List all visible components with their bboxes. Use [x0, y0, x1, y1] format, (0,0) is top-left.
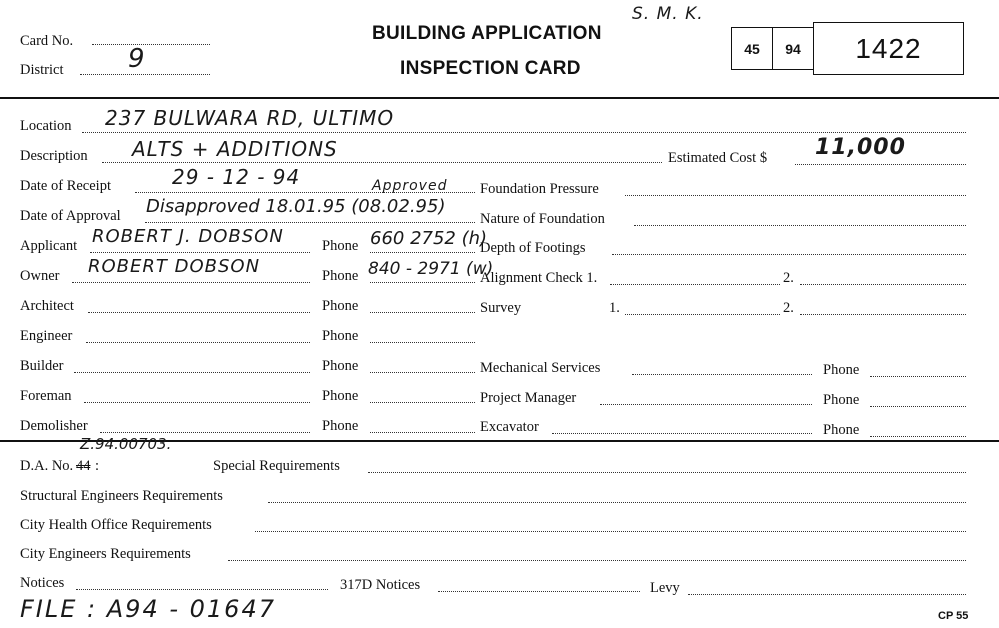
applicant-line: [90, 252, 310, 253]
special-requirements-line: [368, 472, 966, 473]
number-box-b: 94: [772, 27, 814, 70]
alignment-check-label: Alignment Check 1.: [480, 270, 598, 286]
nature-foundation-line: [634, 225, 966, 226]
owner-phone-line: [370, 282, 475, 283]
survey-2-label: 2.: [783, 300, 794, 316]
applicant-phone-label: Phone: [322, 238, 359, 254]
builder-phone-line: [370, 372, 475, 373]
foreman-phone-line: [370, 402, 475, 403]
header-divider: [0, 97, 999, 99]
owner-line: [72, 282, 310, 283]
special-requirements-label: Special Requirements: [213, 458, 340, 474]
form-code: CP 55: [938, 610, 969, 622]
levy-line: [688, 594, 966, 595]
description-label: Description: [20, 148, 88, 164]
da-number-label: D.A. No.: [20, 458, 74, 474]
estimated-cost-value: 11,000: [815, 135, 906, 160]
notices-317d-line: [438, 591, 640, 592]
levy-label: Levy: [650, 580, 680, 596]
foreman-line: [84, 402, 310, 403]
district-value: 9: [128, 44, 146, 74]
survey-1-line: [625, 314, 780, 315]
notices-label: Notices: [20, 575, 65, 591]
city-health-line: [255, 531, 966, 532]
applicant-value: ROBERT J. DOBSON: [92, 226, 284, 247]
excavator-phone-line: [870, 436, 966, 437]
project-manager-phone-label: Phone: [823, 392, 860, 408]
description-value: ALTS + ADDITIONS: [132, 137, 338, 161]
mechanical-services-label: Mechanical Services: [480, 360, 601, 376]
owner-phone-value: 840 - 2971 (w): [368, 259, 494, 279]
excavator-phone-label: Phone: [823, 422, 860, 438]
mechanical-services-line: [632, 374, 812, 375]
da-number-value: Z.94.00703.: [80, 435, 172, 453]
architect-line: [88, 312, 310, 313]
estimated-cost-line: [795, 164, 966, 165]
nature-foundation-label: Nature of Foundation: [480, 211, 605, 227]
form-title-line2: INSPECTION CARD: [400, 58, 581, 79]
card-no-line: [92, 44, 210, 45]
excavator-label: Excavator: [480, 419, 539, 435]
card-number-box: 1422: [813, 22, 964, 75]
alignment-check-1-line: [610, 284, 780, 285]
card-no-label: Card No.: [20, 33, 74, 49]
da-number-struck: 44: [76, 458, 91, 474]
location-value: 237 BULWARA RD, ULTIMO: [105, 106, 395, 130]
estimated-cost-label: Estimated Cost $: [668, 150, 768, 166]
excavator-line: [552, 433, 812, 434]
number-box-a: 45: [731, 27, 773, 70]
demolisher-label: Demolisher: [20, 418, 88, 434]
survey-1-label: 1.: [609, 300, 620, 316]
location-label: Location: [20, 118, 72, 134]
foundation-pressure-label: Foundation Pressure: [480, 181, 599, 197]
builder-phone-label: Phone: [322, 358, 359, 374]
alignment-check-2-label: 2.: [783, 270, 794, 286]
engineer-line: [86, 342, 310, 343]
applicant-phone-line: [370, 252, 475, 253]
builder-label: Builder: [20, 358, 64, 374]
project-manager-line: [600, 404, 812, 405]
structural-engineers-line: [268, 502, 966, 503]
engineer-phone-line: [370, 342, 475, 343]
structural-engineers-label: Structural Engineers Requirements: [20, 488, 223, 504]
district-label: District: [20, 62, 64, 78]
location-line: [82, 132, 966, 133]
file-number-handwritten: FILE : A94 - 01647: [20, 595, 276, 623]
initials-handwritten: S. M. K.: [632, 4, 704, 24]
engineer-label: Engineer: [20, 328, 73, 344]
demolisher-phone-label: Phone: [322, 418, 359, 434]
applicant-phone-value: 660 2752 (h): [370, 228, 488, 249]
project-manager-phone-line: [870, 406, 966, 407]
demolisher-line: [100, 432, 310, 433]
city-engineers-label: City Engineers Requirements: [20, 546, 191, 562]
district-line: [80, 74, 210, 75]
foreman-label: Foreman: [20, 388, 72, 404]
builder-line: [74, 372, 310, 373]
applicant-label: Applicant: [20, 238, 78, 254]
demolisher-phone-line: [370, 432, 475, 433]
mechanical-phone-label: Phone: [823, 362, 860, 378]
date-approval-note: Approved: [372, 178, 448, 194]
owner-value: ROBERT DOBSON: [88, 256, 261, 277]
owner-phone-label: Phone: [322, 268, 359, 284]
survey-2-line: [800, 314, 966, 315]
survey-label: Survey: [480, 300, 522, 316]
da-number-colon: :: [95, 458, 100, 474]
foreman-phone-label: Phone: [322, 388, 359, 404]
date-receipt-value: 29 - 12 - 94: [172, 165, 301, 189]
project-manager-label: Project Manager: [480, 390, 577, 406]
mechanical-phone-line: [870, 376, 966, 377]
architect-phone-label: Phone: [322, 298, 359, 314]
notices-317d-label: 317D Notices: [340, 577, 421, 593]
date-receipt-label: Date of Receipt: [20, 178, 111, 194]
notices-line: [76, 589, 328, 590]
description-line: [102, 162, 662, 163]
alignment-check-2-line: [800, 284, 966, 285]
form-title-line1: BUILDING APPLICATION: [372, 23, 602, 44]
architect-label: Architect: [20, 298, 74, 314]
date-approval-value: Disapproved 18.01.95 (08.02.95): [146, 196, 446, 217]
architect-phone-line: [370, 312, 475, 313]
city-health-label: City Health Office Requirements: [20, 517, 212, 533]
date-approval-label: Date of Approval: [20, 208, 121, 224]
depth-footings-label: Depth of Footings: [480, 240, 586, 256]
foundation-pressure-line: [625, 195, 966, 196]
city-engineers-line: [228, 560, 966, 561]
depth-footings-line: [612, 254, 966, 255]
date-approval-line: [145, 222, 475, 223]
engineer-phone-label: Phone: [322, 328, 359, 344]
owner-label: Owner: [20, 268, 60, 284]
